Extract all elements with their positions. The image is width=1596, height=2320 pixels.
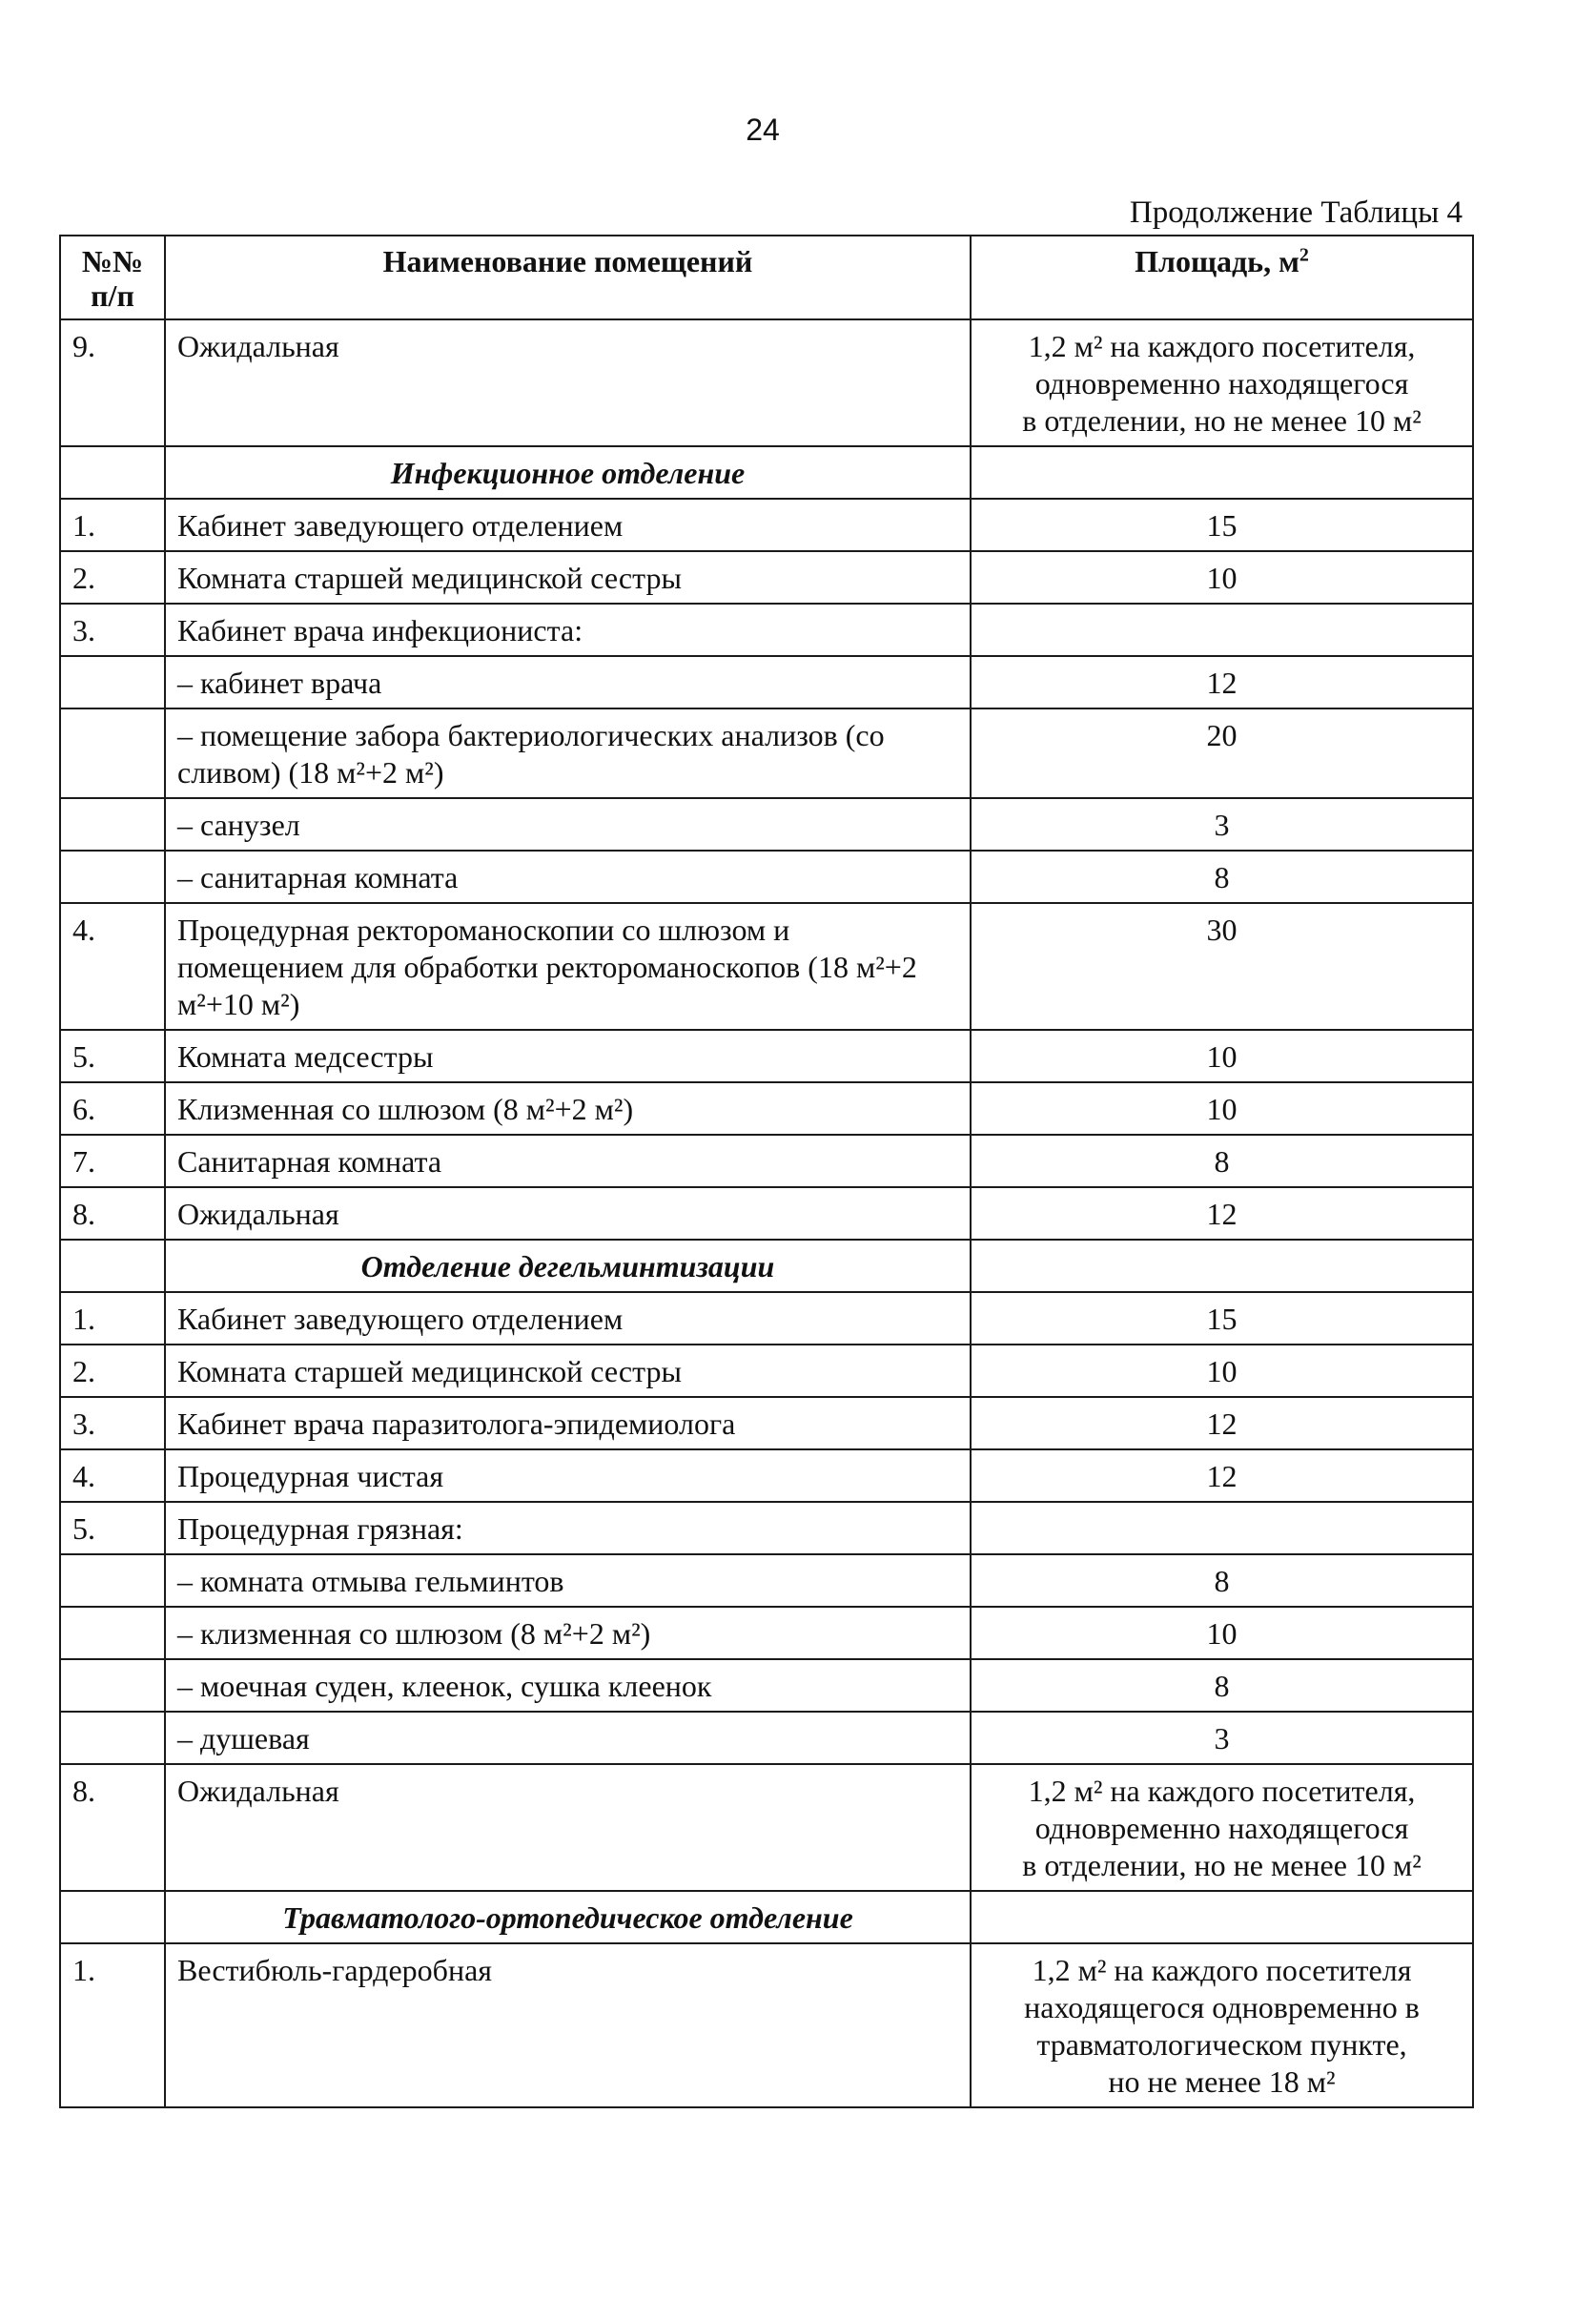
room-area: 30 — [971, 903, 1473, 1030]
room-area: 3 — [971, 798, 1473, 851]
room-area-line: 1,2 м² на каждого посетителя, — [1028, 329, 1416, 363]
table-row — [60, 903, 1473, 1030]
section-title: Травматолого-ортопедическое отделение — [165, 1891, 971, 1943]
section-header-row — [60, 1891, 1473, 1943]
room-name: – санузел — [165, 798, 971, 851]
room-name: Ожидальная — [165, 1764, 971, 1891]
table-row — [60, 551, 1473, 604]
room-name: Комната старшей медицинской сестры — [165, 1345, 971, 1397]
room-area: 8 — [971, 1135, 1473, 1187]
room-area — [971, 1502, 1473, 1554]
rooms-area-table — [59, 235, 1474, 2108]
room-name: Ожидальная — [165, 319, 971, 446]
room-name: Клизменная со шлюзом (8 м²+2 м²) — [165, 1082, 971, 1135]
row-number — [60, 798, 165, 851]
room-name: Ожидальная — [165, 1187, 971, 1240]
header-area-label: Площадь, м — [1135, 244, 1299, 278]
room-area-line: 1,2 м² на каждого посетителя — [1032, 1953, 1412, 1987]
table-row — [60, 604, 1473, 656]
table-continuation-label: Продолжение Таблицы 4 — [1129, 195, 1463, 230]
room-area: 12 — [971, 1187, 1473, 1240]
room-name: Санитарная комната — [165, 1135, 971, 1187]
row-number: 5. — [60, 1502, 165, 1554]
room-name: Кабинет врача паразитолога-эпидемиолога — [165, 1397, 971, 1449]
row-number — [60, 1554, 165, 1607]
row-number — [60, 656, 165, 708]
row-number — [60, 1712, 165, 1764]
row-number — [60, 708, 165, 798]
row-number: 8. — [60, 1764, 165, 1891]
header-number — [60, 236, 165, 319]
room-area-line: в отделении, но не менее 10 м² — [1022, 403, 1422, 438]
table-row — [60, 1397, 1473, 1449]
header-number-line1: №№ — [81, 244, 144, 278]
row-number: 1. — [60, 1943, 165, 2107]
header-area-superscript: 2 — [1299, 244, 1309, 266]
row-number — [60, 1659, 165, 1712]
section-empty-cell — [971, 1891, 1473, 1943]
row-number: 3. — [60, 604, 165, 656]
room-area: 10 — [971, 1030, 1473, 1082]
room-area — [971, 604, 1473, 656]
table-row — [60, 798, 1473, 851]
row-number: 4. — [60, 903, 165, 1030]
table-body — [60, 319, 1473, 2107]
section-empty-cell — [971, 1240, 1473, 1292]
table-row — [60, 499, 1473, 551]
table-row — [60, 1607, 1473, 1659]
header-area — [971, 236, 1473, 319]
room-area: 15 — [971, 499, 1473, 551]
room-area: 15 — [971, 1292, 1473, 1345]
room-area: 8 — [971, 1554, 1473, 1607]
section-empty-cell — [971, 446, 1473, 499]
room-name: – кабинет врача — [165, 656, 971, 708]
row-number: 6. — [60, 1082, 165, 1135]
room-area: 10 — [971, 1607, 1473, 1659]
table-row — [60, 1030, 1473, 1082]
row-number: 2. — [60, 1345, 165, 1397]
room-area: 20 — [971, 708, 1473, 798]
section-empty-cell — [60, 1891, 165, 1943]
table-row — [60, 1659, 1473, 1712]
room-name: Процедурная грязная: — [165, 1502, 971, 1554]
row-number — [60, 1607, 165, 1659]
room-area: 10 — [971, 551, 1473, 604]
table-row — [60, 1292, 1473, 1345]
table-row — [60, 1943, 1473, 2107]
room-area-line: но не менее 18 м² — [1108, 2064, 1336, 2099]
row-number: 7. — [60, 1135, 165, 1187]
table-header-row — [60, 236, 1473, 319]
room-area: 10 — [971, 1082, 1473, 1135]
room-name: Комната старшей медицинской сестры — [165, 551, 971, 604]
section-header-row — [60, 446, 1473, 499]
row-number: 8. — [60, 1187, 165, 1240]
room-area-line: находящегося одновременно в — [1024, 1990, 1420, 2024]
room-name: Кабинет заведующего отделением — [165, 499, 971, 551]
room-name: – клизменная со шлюзом (8 м²+2 м²) — [165, 1607, 971, 1659]
room-area-line: в отделении, но не менее 10 м² — [1022, 1848, 1422, 1882]
room-area: 12 — [971, 656, 1473, 708]
row-number: 9. — [60, 319, 165, 446]
table-row — [60, 1187, 1473, 1240]
table-row — [60, 1082, 1473, 1135]
table-row — [60, 708, 1473, 798]
room-area: 8 — [971, 1659, 1473, 1712]
room-area: 8 — [971, 851, 1473, 903]
room-area: 12 — [971, 1449, 1473, 1502]
room-area-line: травматологическом пункте, — [1036, 2027, 1407, 2062]
room-name: Вестибюль-гардеробная — [165, 1943, 971, 2107]
row-number: 5. — [60, 1030, 165, 1082]
table-row — [60, 319, 1473, 446]
room-name: – комната отмыва гельминтов — [165, 1554, 971, 1607]
room-area: 10 — [971, 1345, 1473, 1397]
row-number: 1. — [60, 499, 165, 551]
table-row — [60, 656, 1473, 708]
room-area-line: одновременно находящегося — [1034, 1811, 1409, 1845]
room-name: – моечная суден, клеенок, сушка клеенок — [165, 1659, 971, 1712]
room-name: Процедурная чистая — [165, 1449, 971, 1502]
section-title: Отделение дегельминтизации — [165, 1240, 971, 1292]
room-area: 12 — [971, 1397, 1473, 1449]
room-area — [971, 319, 1473, 446]
table-row — [60, 1554, 1473, 1607]
section-empty-cell — [60, 446, 165, 499]
room-name: – помещение забора бактериологических анализов (со сливом) (18 м²+2 м²) — [165, 708, 971, 798]
table-row — [60, 1502, 1473, 1554]
row-number: 3. — [60, 1397, 165, 1449]
table-row — [60, 1449, 1473, 1502]
room-area: 3 — [971, 1712, 1473, 1764]
room-area-line: одновременно находящегося — [1034, 366, 1409, 400]
row-number: 2. — [60, 551, 165, 604]
section-empty-cell — [60, 1240, 165, 1292]
room-area — [971, 1764, 1473, 1891]
table-row — [60, 1345, 1473, 1397]
header-room-name: Наименование помещений — [165, 236, 971, 319]
room-name: Кабинет врача инфекциониста: — [165, 604, 971, 656]
table-row — [60, 1764, 1473, 1891]
row-number: 1. — [60, 1292, 165, 1345]
room-name: Процедурная ректороманоскопии со шлюзом и помещением для обработки ректороманоскопов (18 м²+2 м²+10 м²) — [165, 903, 971, 1030]
table-row — [60, 1712, 1473, 1764]
room-name: Комната медсестры — [165, 1030, 971, 1082]
room-area — [971, 1943, 1473, 2107]
room-name: – санитарная комната — [165, 851, 971, 903]
room-area-line: 1,2 м² на каждого посетителя, — [1028, 1774, 1416, 1808]
section-header-row — [60, 1240, 1473, 1292]
room-name: Кабинет заведующего отделением — [165, 1292, 971, 1345]
room-name: – душевая — [165, 1712, 971, 1764]
table-row — [60, 851, 1473, 903]
row-number: 4. — [60, 1449, 165, 1502]
table-row — [60, 1135, 1473, 1187]
section-title: Инфекционное отделение — [165, 446, 971, 499]
header-number-line2: п/п — [91, 278, 134, 313]
row-number — [60, 851, 165, 903]
page-number: 24 — [746, 113, 780, 147]
